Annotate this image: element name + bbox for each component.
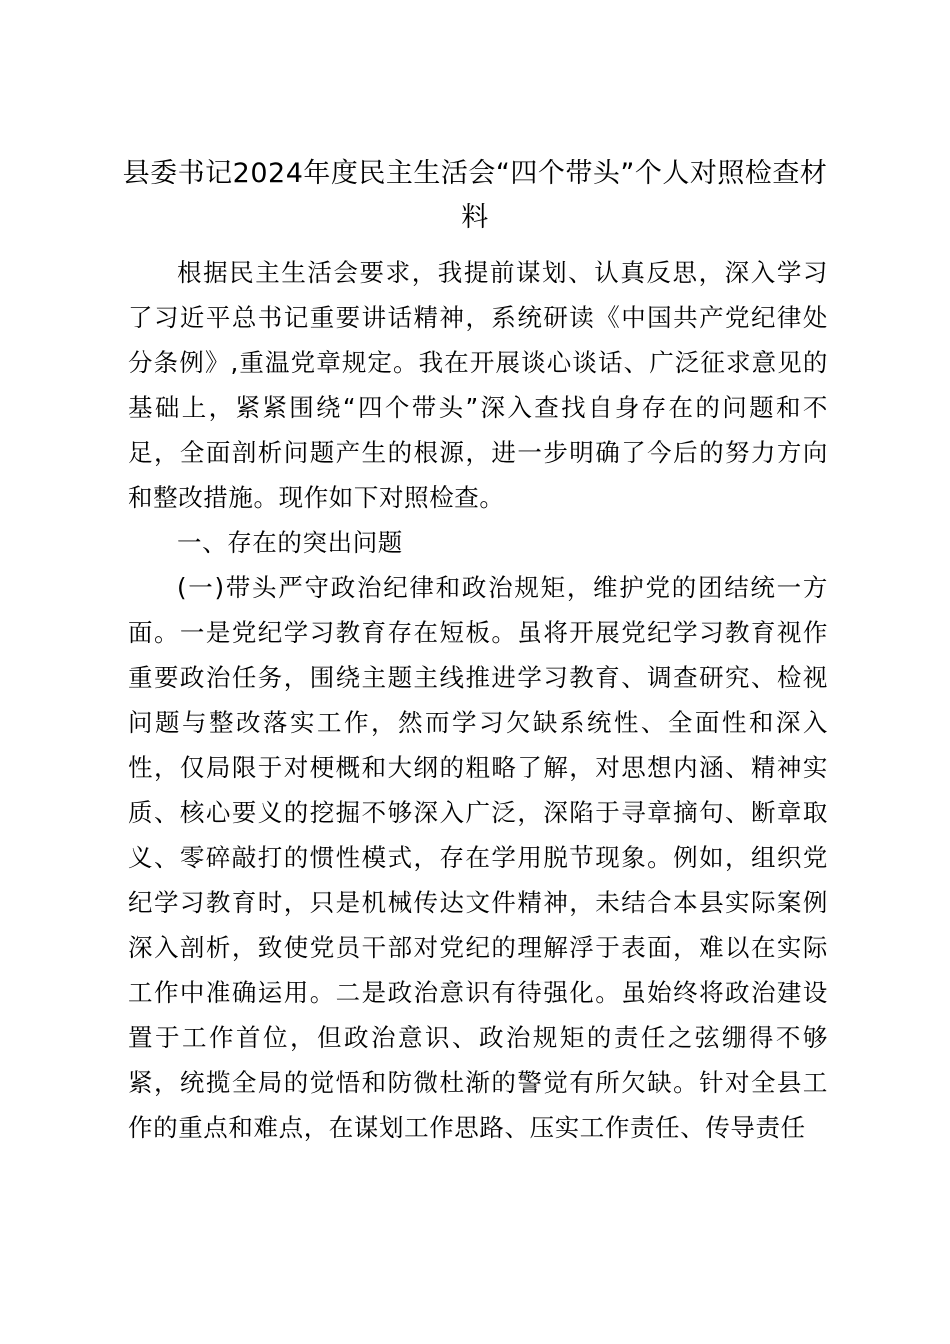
document-body bbox=[128, 250, 828, 1150]
section-heading: 一、存在的突出问题 bbox=[177, 528, 403, 557]
intro-paragraph: 根据民主生活会要求，我提前谋划、认真反思，深入学习了习近平总书记重要讲话精神，系统研读《中国共产党纪律处分条例》,重温党章规定。我在开展谈心谈话、广泛征求意见的基础上，紧紧围绕“四个带头”深入查找自身存在的问题和不足，全面剖析问题产生的根源，进一步明确了今后的努力方向和整改措施。现作如下对照检查。 bbox=[128, 258, 828, 512]
body-paragraph: (一)带头严守政治纪律和政治规矩，维护党的团结统一方面。一是党纪学习教育存在短板。虽将开展党纪学习教育视作重要政治任务，围绕主题主线推进学习教育、调查研究、检视问题与整改落实工作，然而学习欠缺系统性、全面性和深入性，仅局限于对梗概和大纲的粗略了解，对思想内涵、精神实质、核心要义的挖掘不够深入广泛，深陷于寻章摘句、断章取义、零碎敲打的惯性模式，存在学用脱节现象。例如，组织党纪学习教育时，只是机械传达文件精神，未结合本县实际案例深入剖析，致使党员干部对党纪的理解浮于表面，难以在实际工作中准确运用。二是政治意识有待强化。虽始终将政治建设置于工作首位，但政治意识、政治规矩的责任之弦绷得不够紧，统揽全局的觉悟和防微杜渐的警觉有所欠缺。针对全县工作的重点和难点，在谋划工作思路、压实工作责任、传导责任 bbox=[128, 573, 828, 1142]
document-title: 县委书记2024年度民主生活会“四个带头”个人对照检查材料 bbox=[122, 158, 828, 233]
